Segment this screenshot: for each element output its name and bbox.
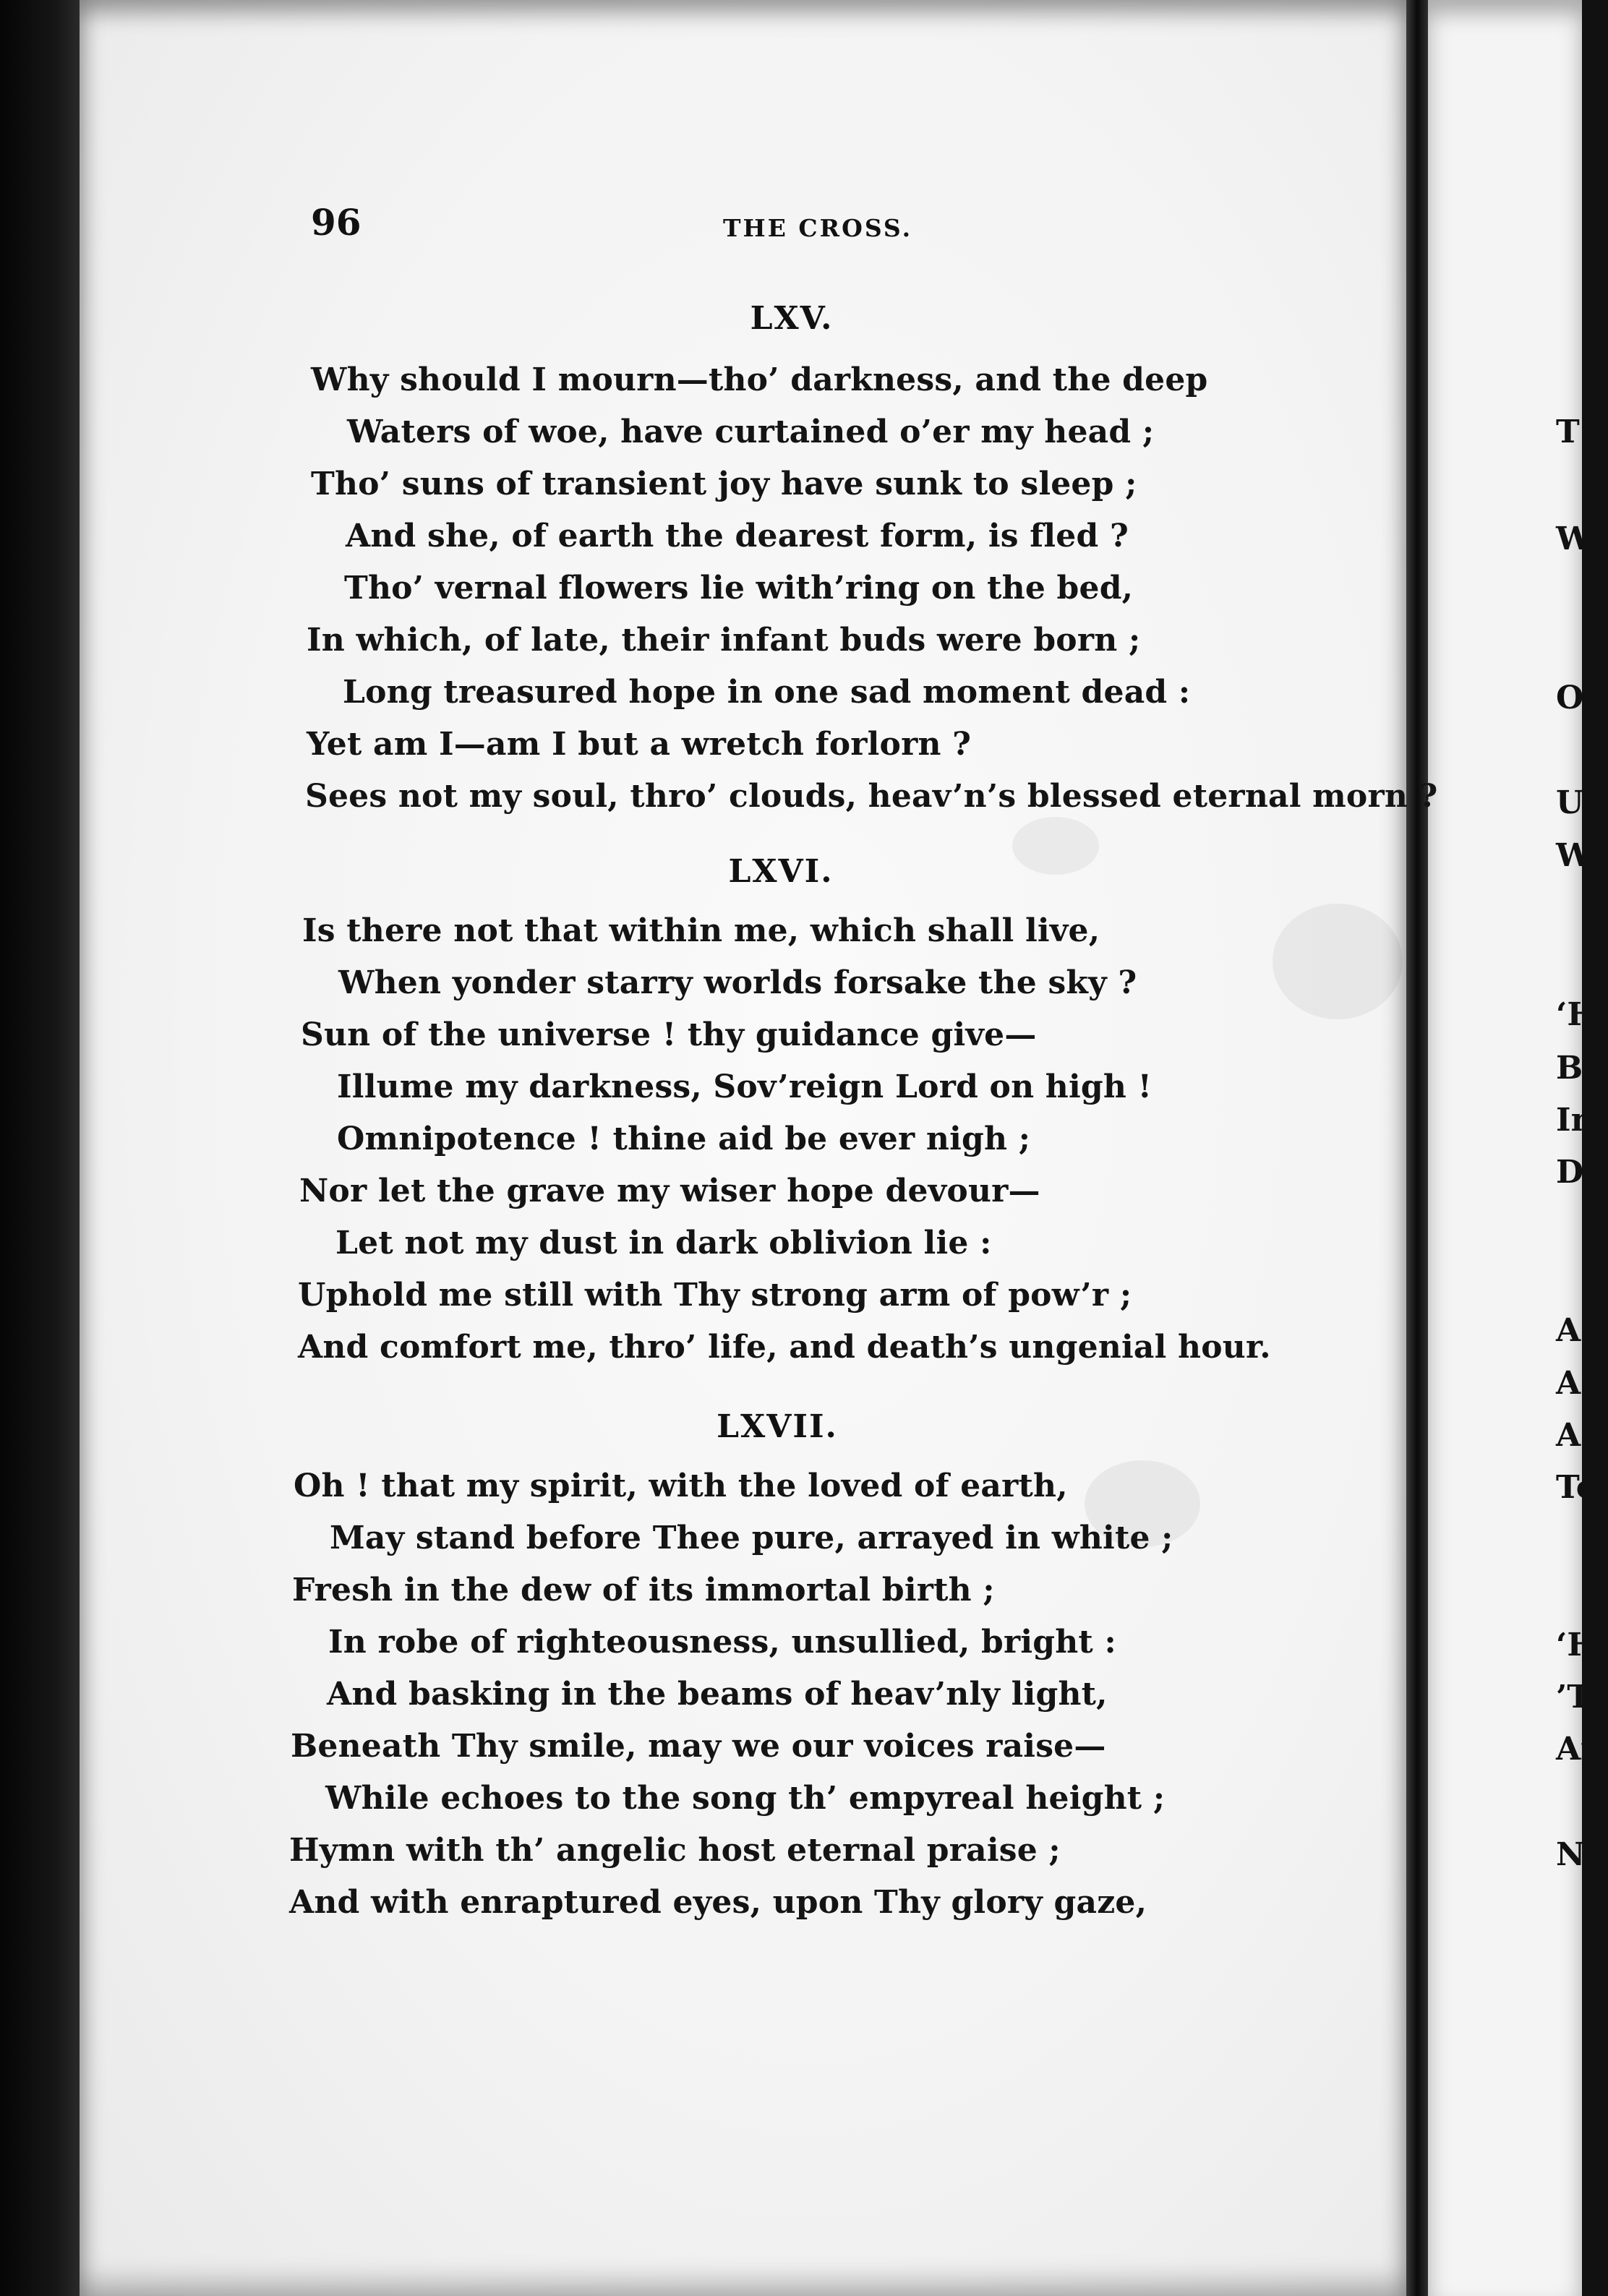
verse-line: Long treasured hope in one sad moment dead :	[343, 674, 1191, 711]
verse-line: Hymn with th’ angelic host eternal praise ;	[289, 1832, 1061, 1869]
running-title: THE CROSS.	[723, 214, 913, 242]
verse-line: When yonder starry worlds forsake the sky ?	[338, 964, 1137, 1001]
facing-fragment: A	[1556, 1312, 1581, 1349]
dark-left-edge	[0, 0, 80, 2296]
facing-fragment: W	[1556, 837, 1592, 874]
facing-fragment: A	[1556, 1365, 1581, 1402]
page-number: 96	[311, 201, 362, 244]
verse-line: Yet am I—am I but a wretch forlorn ?	[307, 726, 972, 763]
facing-fragment: A	[1556, 1417, 1581, 1454]
page-stain	[1273, 904, 1403, 1019]
binding-gutter	[1406, 0, 1428, 2296]
facing-fragment: D	[1556, 1154, 1584, 1191]
verse-line: Tho’ vernal flowers lie with’ring on the bed,	[344, 570, 1134, 607]
verse-line: Oh ! that my spirit, with the loved of earth,	[294, 1468, 1068, 1504]
verse-line: Let not my dust in dark oblivion lie :	[335, 1225, 992, 1261]
facing-fragment: U	[1556, 784, 1584, 821]
facing-fragment: ‘H	[1556, 1627, 1597, 1663]
verse-line: Waters of woe, have curtained o’er my head ;	[347, 414, 1155, 450]
verse-line: Illume my darkness, Sov’reign Lord on high !	[337, 1068, 1152, 1105]
verse-line: And she, of earth the dearest form, is fled ?	[346, 518, 1129, 554]
facing-fragment: O	[1556, 680, 1584, 716]
verse-line: Is there not that within me, which shall live,	[302, 912, 1100, 949]
facing-fragment: Be	[1556, 1050, 1604, 1087]
verse-line: May stand before Thee pure, arrayed in white ;	[330, 1520, 1173, 1556]
facing-fragment: T	[1556, 414, 1580, 450]
facing-fragment: W	[1556, 521, 1592, 557]
verse-line: And with enraptured eyes, upon Thy glory gaze,	[289, 1884, 1147, 1921]
stanza-numeral-lxv: LXV.	[750, 300, 834, 337]
facing-page	[1428, 0, 1582, 2296]
facing-fragment: ’T	[1556, 1679, 1591, 1715]
facing-fragment: Nu	[1556, 1836, 1608, 1873]
verse-line: While echoes to the song th’ empyreal height ;	[325, 1780, 1166, 1817]
verse-line: Tho’ suns of transient joy have sunk to sleep ;	[311, 466, 1137, 502]
verse-line: Omnipotence ! thine aid be ever nigh ;	[337, 1121, 1031, 1157]
verse-line: Why should I mourn—tho’ darkness, and the deep	[311, 361, 1208, 398]
facing-fragment: Ar	[1556, 1731, 1598, 1768]
facing-fragment: In	[1556, 1102, 1594, 1139]
page-stain	[1012, 817, 1099, 875]
verse-line: And basking in the beams of heav’nly light,	[327, 1676, 1108, 1713]
facing-fragment: To	[1556, 1469, 1598, 1506]
verse-line: Sees not my soul, thro’ clouds, heav’n’s blessed eternal morn ?	[305, 778, 1438, 815]
stanza-numeral-lxvi: LXVI.	[728, 853, 834, 890]
facing-fragment: ‘H	[1556, 996, 1597, 1033]
verse-line: Fresh in the dew of its immortal birth ;	[292, 1572, 995, 1609]
stanza-numeral-lxvii: LXVII.	[717, 1408, 838, 1445]
verse-line: In robe of righteousness, unsullied, bright :	[328, 1624, 1116, 1661]
verse-line: In which, of late, their infant buds were born ;	[307, 622, 1141, 659]
verse-line: Sun of the universe ! thy guidance give—	[301, 1016, 1037, 1053]
verse-line: Uphold me still with Thy strong arm of pow’r ;	[298, 1277, 1132, 1314]
verse-line: Beneath Thy smile, may we our voices raise—	[291, 1728, 1106, 1765]
verse-line: And comfort me, thro’ life, and death’s ungenial hour.	[298, 1329, 1271, 1366]
verse-line: Nor let the grave my wiser hope devour—	[299, 1173, 1040, 1209]
